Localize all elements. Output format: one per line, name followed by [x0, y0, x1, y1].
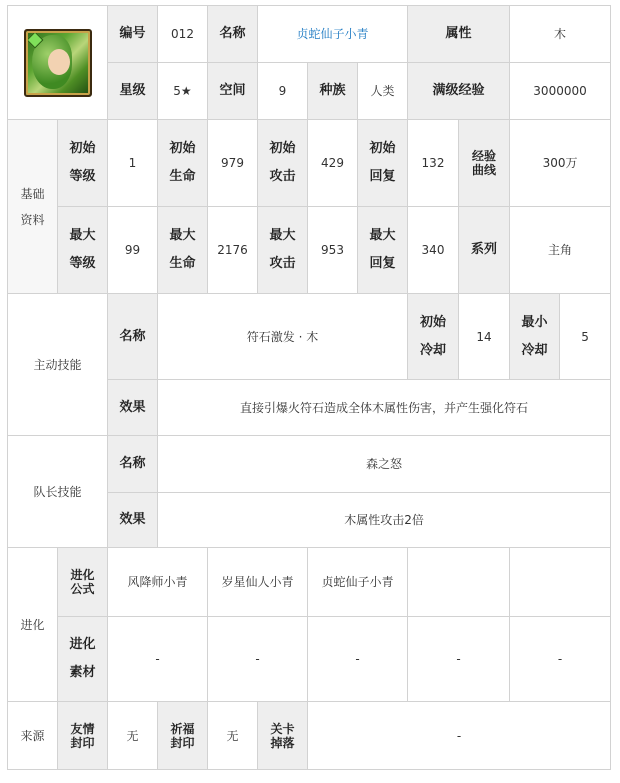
attribute-label: 属性 — [408, 6, 510, 63]
pray-seal-value: 无 — [208, 702, 258, 770]
name-label: 名称 — [208, 6, 258, 63]
max-atk-value: 953 — [308, 207, 358, 294]
basic-info-section: 基础 资料 — [8, 120, 58, 294]
active-skill-effect-label: 效果 — [108, 380, 158, 436]
evolution-formula-label: 进化 公式 — [58, 548, 108, 617]
leader-skill-name-label: 名称 — [108, 436, 158, 493]
evolution-material-5: - — [510, 617, 611, 702]
avatar-cell — [8, 6, 108, 120]
evolution-material-3: - — [308, 617, 408, 702]
min-cooldown-value: 5 — [560, 294, 611, 380]
evolution-material-4: - — [408, 617, 510, 702]
evolution-step-1[interactable]: 风降师小青 — [108, 548, 208, 617]
max-rec-label: 最大 回复 — [358, 207, 408, 294]
init-cooldown-label: 初始 冷却 — [408, 294, 459, 380]
max-atk-label: 最大 攻击 — [258, 207, 308, 294]
race-label: 种族 — [308, 63, 358, 120]
exp-curve-value: 300万 — [510, 120, 611, 207]
init-level-value: 1 — [108, 120, 158, 207]
evolution-material-2: - — [208, 617, 308, 702]
friend-seal-label: 友情 封印 — [58, 702, 108, 770]
stage-drop-value: - — [308, 702, 611, 770]
init-rec-label: 初始 回复 — [358, 120, 408, 207]
active-skill-effect-value: 直接引爆火符石造成全体木属性伤害，并产生强化符石 — [158, 380, 611, 436]
init-level-label: 初始 等级 — [58, 120, 108, 207]
leader-skill-section: 队长技能 — [8, 436, 108, 548]
card-name-link[interactable]: 贞蛇仙子小青 — [296, 27, 369, 41]
init-rec-value: 132 — [408, 120, 459, 207]
init-atk-label: 初始 攻击 — [258, 120, 308, 207]
card-info-table — [7, 5, 611, 770]
series-value: 主角 — [510, 207, 611, 294]
source-section: 来源 — [8, 702, 58, 770]
card-info-table-wrapper — [7, 5, 610, 775]
race-value: 人类 — [358, 63, 408, 120]
attribute-value: 木 — [510, 6, 611, 63]
max-exp-label: 满级经验 — [408, 63, 510, 120]
series-label: 系列 — [459, 207, 510, 294]
evolution-step-4 — [408, 548, 510, 617]
evolution-step-2[interactable]: 岁星仙人小青 — [208, 548, 308, 617]
min-cooldown-label: 最小 冷却 — [510, 294, 560, 380]
exp-curve-label: 经验 曲线 — [459, 120, 510, 207]
character-portrait-icon — [24, 29, 92, 97]
leader-skill-effect-value: 木属性攻击2倍 — [158, 493, 611, 548]
max-hp-label: 最大 生命 — [158, 207, 208, 294]
leader-skill-effect-label: 效果 — [108, 493, 158, 548]
max-exp-value: 3000000 — [510, 63, 611, 120]
init-hp-value: 979 — [208, 120, 258, 207]
init-atk-value: 429 — [308, 120, 358, 207]
max-rec-value: 340 — [408, 207, 459, 294]
max-hp-value: 2176 — [208, 207, 258, 294]
active-skill-section: 主动技能 — [8, 294, 108, 436]
max-level-label: 最大 等级 — [58, 207, 108, 294]
star-label: 星级 — [108, 63, 158, 120]
evolution-step-3[interactable]: 贞蛇仙子小青 — [308, 548, 408, 617]
active-skill-name-value: 符石激发 · 木 — [158, 294, 408, 380]
friend-seal-value: 无 — [108, 702, 158, 770]
stage-drop-label: 关卡 掉落 — [258, 702, 308, 770]
cost-value: 9 — [258, 63, 308, 120]
star-value: 5★ — [158, 63, 208, 120]
init-hp-label: 初始 生命 — [158, 120, 208, 207]
pray-seal-label: 祈福 封印 — [158, 702, 208, 770]
name-cell — [258, 6, 408, 63]
evolution-material-1: - — [108, 617, 208, 702]
evolution-section: 进化 — [8, 548, 58, 702]
cost-label: 空间 — [208, 63, 258, 120]
leader-skill-name-value: 森之怒 — [158, 436, 611, 493]
evolution-step-5 — [510, 548, 611, 617]
number-value: 012 — [158, 6, 208, 63]
max-level-value: 99 — [108, 207, 158, 294]
init-cooldown-value: 14 — [459, 294, 510, 380]
number-label: 编号 — [108, 6, 158, 63]
active-skill-name-label: 名称 — [108, 294, 158, 380]
evolution-material-label: 进化 素材 — [58, 617, 108, 702]
